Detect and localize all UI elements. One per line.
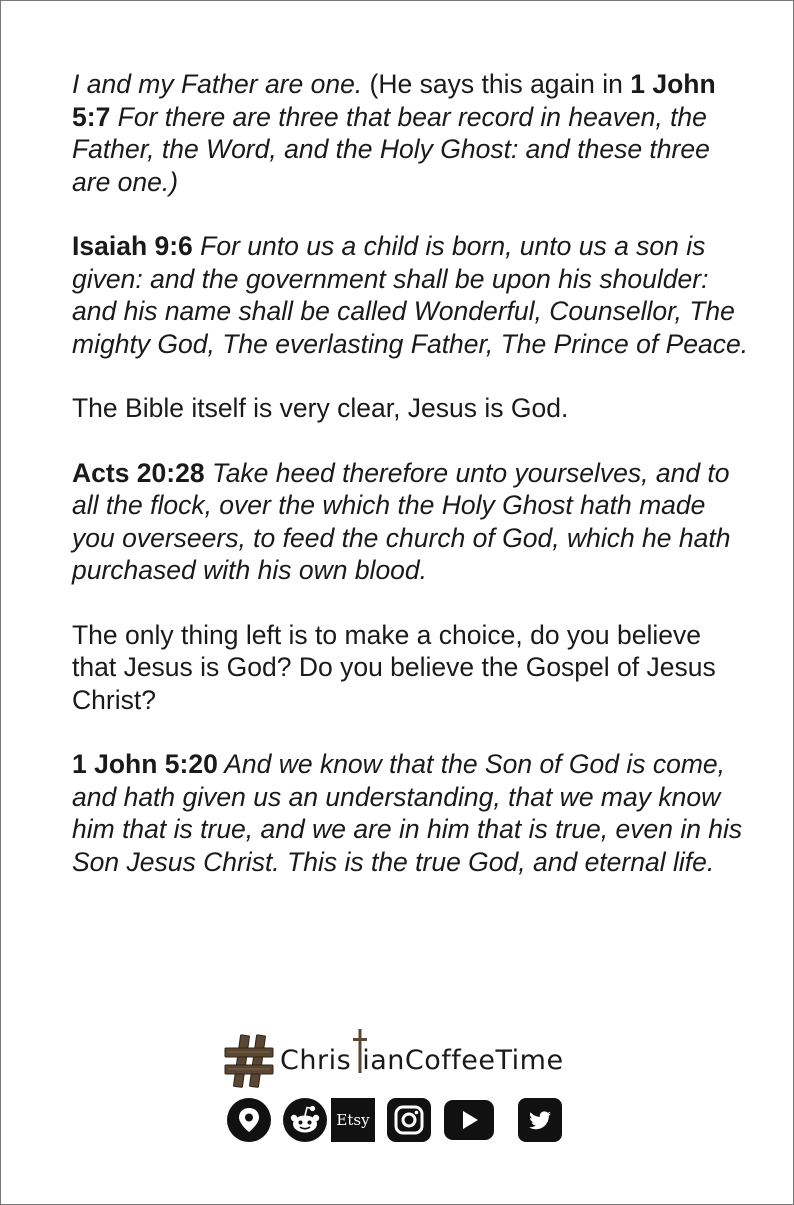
brand-logo bbox=[224, 1031, 584, 1095]
social-links bbox=[227, 1098, 567, 1146]
content bbox=[72, 68, 752, 910]
etsy-icon[interactable] bbox=[331, 1098, 375, 1142]
paragraph-isaiah bbox=[72, 230, 752, 360]
paragraph-statement: The Bible itself is very clear, Jesus is God. bbox=[72, 393, 569, 423]
twitter-icon[interactable] bbox=[518, 1098, 562, 1142]
cross-icon bbox=[353, 1029, 367, 1073]
wooden-hashtag-icon bbox=[224, 1033, 274, 1089]
verse-reference: 1 John 5:7 bbox=[72, 69, 716, 132]
paragraph-acts bbox=[72, 457, 752, 587]
brand-text-part: ianCoffeeTime bbox=[362, 1045, 564, 1076]
youtube-icon[interactable] bbox=[444, 1098, 494, 1142]
brand-text-part: Chris bbox=[280, 1045, 352, 1076]
verse-text: Take heed therefore unto yourselves, and to all the flock, over the which the Holy Ghost hath made you overseers, to feed the church of God, which he hath purchased with his own blood. bbox=[72, 457, 731, 585]
paragraph-choice: The only thing left is to make a choice, do you believe that Jesus is God? Do you believe the Gospel of Jesus Christ? bbox=[72, 619, 716, 715]
etsy-label: Etsy bbox=[336, 1111, 370, 1129]
reddit-icon[interactable] bbox=[283, 1098, 327, 1142]
plain-text: (He says this again in bbox=[362, 69, 631, 99]
paragraph-john-10-30 bbox=[72, 68, 752, 198]
verse-text: And we know that the Son of God is come, and hath given us an understanding, that we may know him that is true, and we are in him that is true, even in his Son Jesus Christ. This is the true God, and eternal life. bbox=[72, 749, 743, 877]
verse-text: For there are three that bear record in heaven, the Father, the Word, and the Holy Ghost: and these three are one.) bbox=[72, 101, 710, 197]
instagram-icon[interactable] bbox=[387, 1098, 431, 1142]
brand-name[interactable] bbox=[280, 1045, 564, 1076]
paragraph-1-john bbox=[72, 748, 752, 878]
verse-reference: Isaiah 9:6 bbox=[72, 231, 193, 261]
brand-cross-t bbox=[351, 1045, 362, 1076]
verse-text: For unto us a child is born, unto us a son is given: and the government shall be upon his shoulder: and his name shall be called Wonderful, Counsellor, The mighty God, The everlasting Father, The Prince of Peace. bbox=[72, 231, 749, 359]
verse-reference: Acts 20:28 bbox=[72, 457, 205, 488]
location-pin-icon[interactable] bbox=[227, 1098, 271, 1142]
verse-text: I and my Father are one. bbox=[72, 69, 363, 99]
verse-reference: 1 John 5:20 bbox=[72, 749, 218, 779]
